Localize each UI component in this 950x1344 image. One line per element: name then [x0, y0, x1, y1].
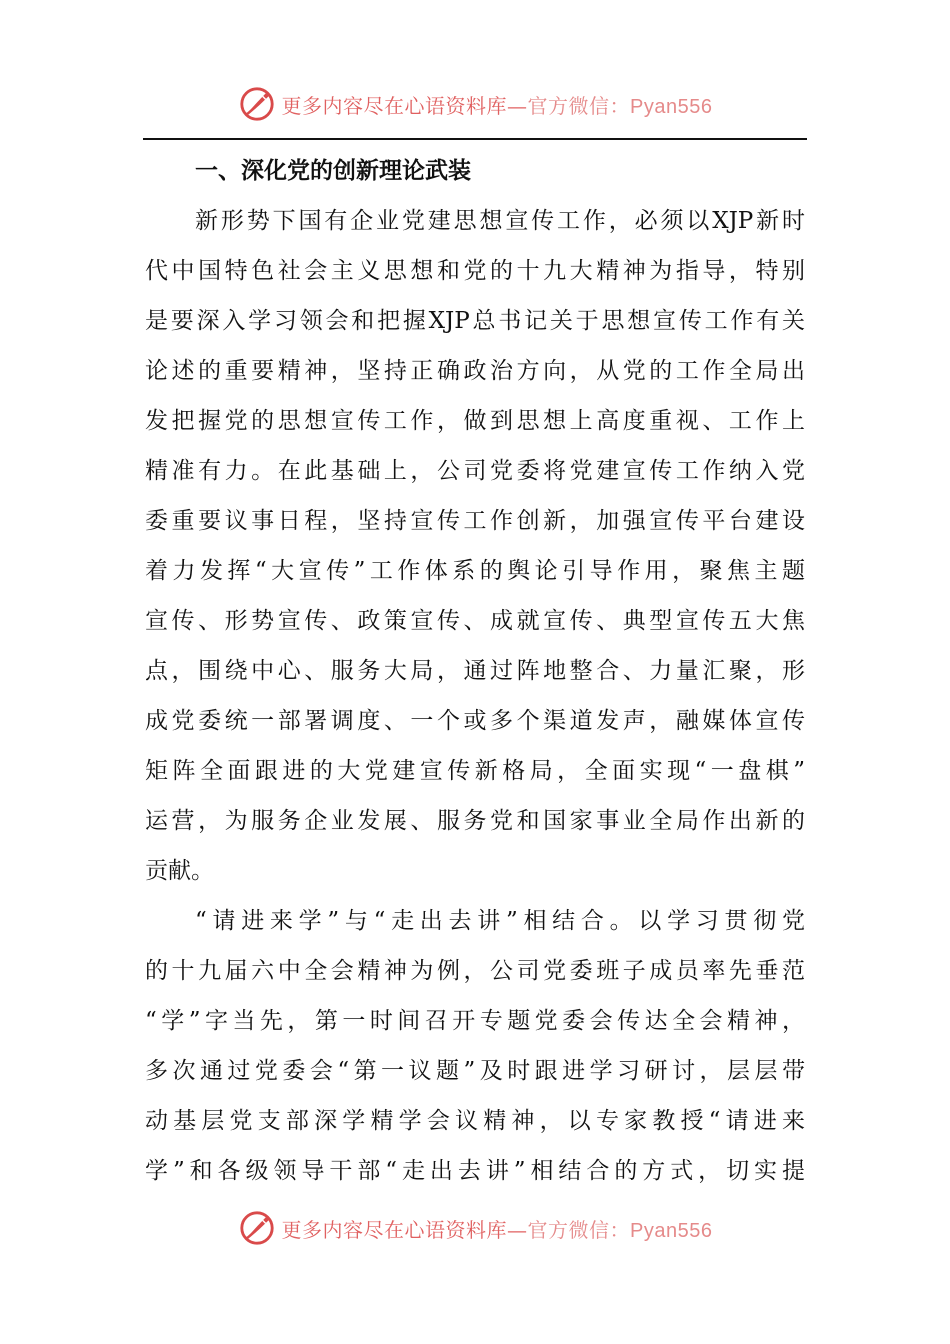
text-line: 动基层党支部深学精学会议精神，以专家教授“请进来	[145, 1108, 805, 1134]
paragraph-1	[145, 196, 805, 896]
banner-wechat-id: Pyan556	[630, 1219, 713, 1242]
footer-banner	[0, 1206, 950, 1250]
text-line: 精准有力。在此基础上，公司党委将党建宣传工作纳入党	[145, 458, 805, 484]
text-line: 代中国特色社会主义思想和党的十九大精神为指导，特别	[145, 258, 805, 284]
pen-nib-logo-icon	[238, 85, 276, 123]
text-line: 委重要议事日程，坚持宣传工作创新，加强宣传平台建设	[145, 508, 805, 534]
text-line: 矩阵全面跟进的大党建宣传新格局，全面实现“一盘棋”	[145, 758, 805, 784]
text-line: 宣传、形势宣传、政策宣传、成就宣传、典型宣传五大焦	[145, 608, 805, 634]
banner-text	[282, 90, 713, 119]
header-banner	[0, 82, 950, 126]
document-body	[145, 146, 805, 1196]
text-line: 多次通过党委会“第一议题”及时跟进学习研讨，层层带	[145, 1058, 805, 1084]
text-line: 的十九届六中全会精神为例，公司党委班子成员率先垂范	[145, 958, 805, 984]
text-line: “请进来学”与“走出去讲”相结合。以学习贯彻党	[195, 908, 805, 934]
banner-wechat-label: 官方微信：	[527, 93, 631, 118]
banner-separator: —	[507, 93, 528, 118]
banner-wechat-id: Pyan556	[630, 95, 713, 118]
text-line: 新形势下国有企业党建思想宣传工作，必须以XJP新时	[195, 208, 805, 234]
paragraph-2	[145, 896, 805, 1196]
text-line: 学”和各级领导干部“走出去讲”相结合的方式，切实提	[145, 1158, 805, 1184]
pen-nib-logo-icon	[238, 1209, 276, 1247]
text-line: 运营，为服务企业发展、服务党和国家事业全局作出新的	[145, 808, 805, 834]
banner-separator: —	[507, 1217, 528, 1242]
banner-wechat-label: 官方微信：	[527, 1217, 631, 1242]
text-line: “学”字当先，第一时间召开专题党委会传达全会精神，	[145, 1008, 805, 1034]
text-line: 成党委统一部署调度、一个或多个渠道发声，融媒体宣传	[145, 708, 805, 734]
text-line: 论述的重要精神，坚持正确政治方向，从党的工作全局出	[145, 358, 805, 384]
text-line: 贡献。	[145, 858, 214, 884]
banner-brand: 更多内容尽在心语资料库	[281, 1217, 508, 1242]
section-heading: 一、深化党的创新理论武装	[195, 158, 471, 184]
header-divider	[143, 138, 807, 140]
text-line: 点，围绕中心、服务大局，通过阵地整合、力量汇聚，形	[145, 658, 805, 684]
text-line: 是要深入学习领会和把握XJP总书记关于思想宣传工作有关	[145, 308, 805, 334]
text-line: 着力发挥“大宣传”工作体系的舆论引导作用，聚焦主题	[145, 558, 805, 584]
banner-brand: 更多内容尽在心语资料库	[281, 93, 508, 118]
banner-text	[282, 1214, 713, 1243]
text-line: 发把握党的思想宣传工作，做到思想上高度重视、工作上	[145, 408, 805, 434]
